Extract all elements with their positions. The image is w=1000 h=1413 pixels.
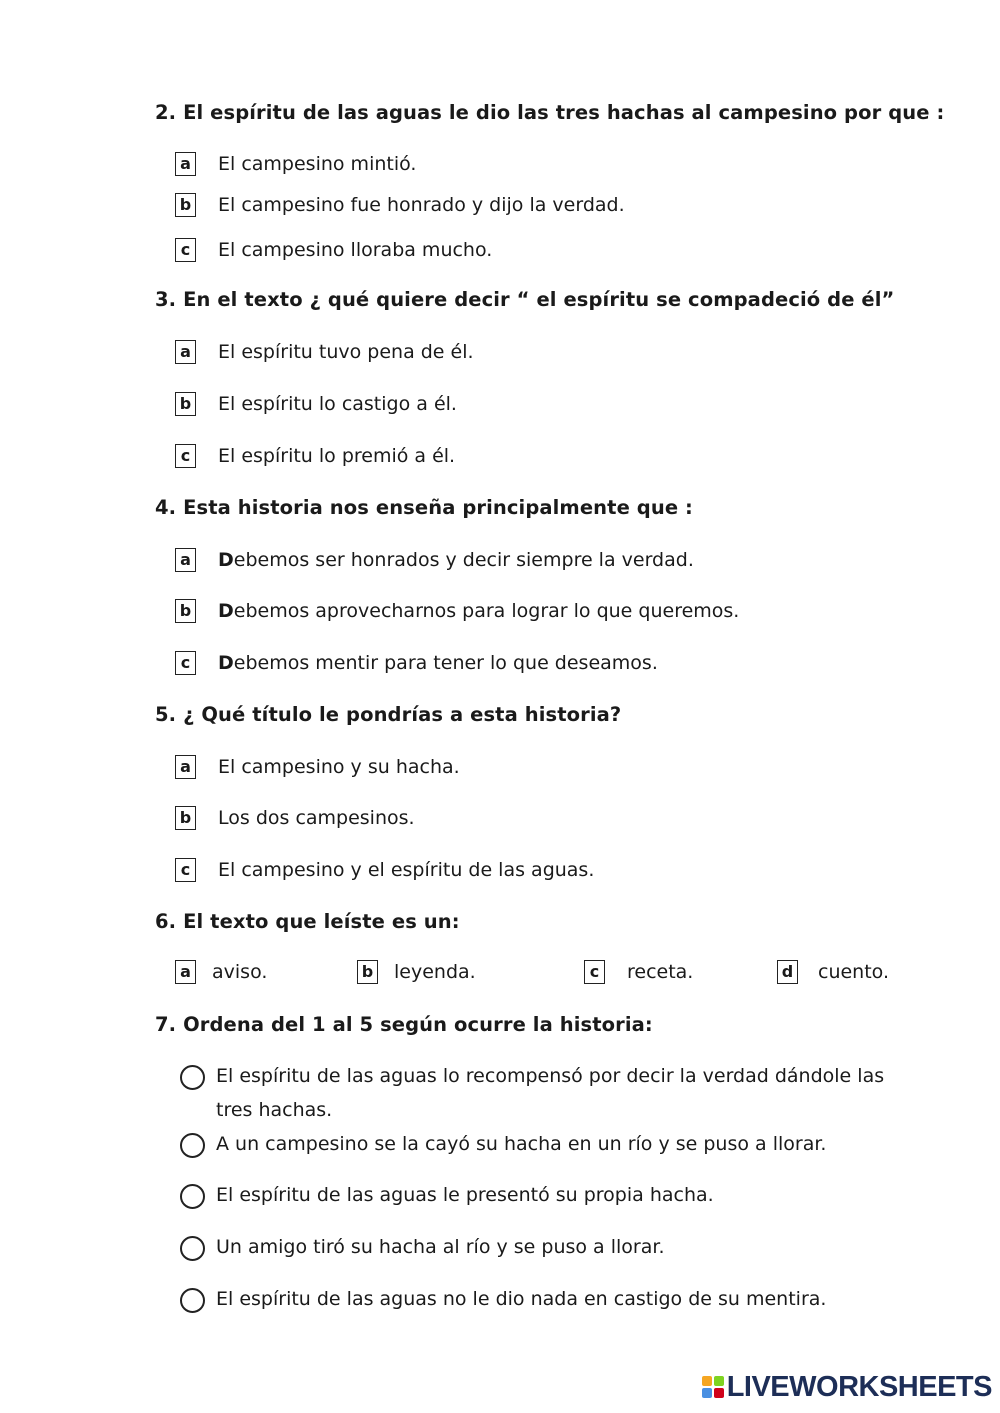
q7-item-1 bbox=[180, 1064, 916, 1127]
q4-option-b-text bbox=[218, 600, 739, 622]
q7-item-4 bbox=[180, 1235, 916, 1264]
question-4-title: 4. Esta historia nos enseña principalmente que : bbox=[155, 496, 693, 519]
q5-option-b-text: Los dos campesinos. bbox=[218, 807, 415, 829]
q6-option-b-box[interactable]: b bbox=[357, 960, 378, 984]
q3-option-b[interactable] bbox=[175, 390, 457, 418]
question-3-title: 3. En el texto ¿ qué quiere decir “ el espíritu se compadeció de él” bbox=[155, 288, 895, 311]
q6-option-a-text: aviso. bbox=[212, 961, 268, 983]
q2-option-b[interactable] bbox=[175, 191, 625, 219]
q4-option-a-text bbox=[218, 549, 694, 571]
q5-option-c[interactable] bbox=[175, 856, 594, 884]
q3-option-a-text: El espíritu tuvo pena de él. bbox=[218, 341, 474, 363]
q4-option-b-box[interactable]: b bbox=[175, 599, 196, 623]
q2-option-c-box[interactable]: c bbox=[175, 238, 196, 262]
q5-option-b-box[interactable]: b bbox=[175, 806, 196, 830]
q4-option-a-initial: D bbox=[218, 549, 234, 571]
q4-option-c-text bbox=[218, 652, 658, 674]
q3-option-a-box[interactable]: a bbox=[175, 340, 196, 364]
q6-option-b[interactable] bbox=[357, 958, 476, 986]
logo-blocks-icon bbox=[702, 1376, 724, 1398]
q2-option-c[interactable] bbox=[175, 236, 492, 264]
q4-option-c-initial: D bbox=[218, 652, 234, 674]
q7-item-3-circle[interactable] bbox=[180, 1184, 205, 1209]
q6-option-c-box[interactable]: c bbox=[584, 960, 605, 984]
q6-option-a[interactable] bbox=[175, 958, 267, 986]
q4-option-c-rest: ebemos mentir para tener lo que deseamos. bbox=[233, 652, 658, 674]
q3-option-a[interactable] bbox=[175, 338, 474, 366]
q3-option-b-text: El espíritu lo castigo a él. bbox=[218, 393, 457, 415]
q4-option-c[interactable] bbox=[175, 649, 658, 677]
question-6-title: 6. El texto que leíste es un: bbox=[155, 910, 460, 933]
q7-item-5-circle[interactable] bbox=[180, 1288, 205, 1313]
liveworksheets-logo bbox=[702, 1369, 992, 1405]
q5-option-c-text: El campesino y el espíritu de las aguas. bbox=[218, 859, 595, 881]
q7-item-5 bbox=[180, 1287, 916, 1316]
q6-option-c-text: receta. bbox=[627, 961, 694, 983]
question-7-title: 7. Ordena del 1 al 5 según ocurre la historia: bbox=[155, 1013, 653, 1036]
logo-block-3 bbox=[702, 1388, 712, 1398]
q7-item-4-circle[interactable] bbox=[180, 1236, 205, 1261]
q6-option-d-box[interactable]: d bbox=[777, 960, 798, 984]
q5-option-a[interactable] bbox=[175, 753, 460, 781]
q7-item-3-text: El espíritu de las aguas le presentó su propia hacha. bbox=[216, 1184, 714, 1206]
q3-option-b-box[interactable]: b bbox=[175, 392, 196, 416]
q5-option-b[interactable] bbox=[175, 804, 415, 832]
q2-option-a-text: El campesino mintió. bbox=[218, 153, 417, 175]
q2-option-b-text: El campesino fue honrado y dijo la verdad. bbox=[218, 194, 625, 216]
q5-option-a-text: El campesino y su hacha. bbox=[218, 756, 460, 778]
q4-option-b[interactable] bbox=[175, 597, 739, 625]
logo-block-2 bbox=[714, 1376, 724, 1386]
q4-option-a-rest: ebemos ser honrados y decir siempre la verdad. bbox=[233, 549, 694, 571]
q7-item-2-text: A un campesino se la cayó su hacha en un río y se puso a llorar. bbox=[216, 1133, 827, 1155]
q6-option-a-box[interactable]: a bbox=[175, 960, 196, 984]
q3-option-c-box[interactable]: c bbox=[175, 444, 196, 468]
q7-item-4-text: Un amigo tiró su hacha al río y se puso a llorar. bbox=[216, 1236, 665, 1258]
question-2-title: 2. El espíritu de las aguas le dio las tres hachas al campesino por que : bbox=[155, 101, 945, 124]
q7-item-3 bbox=[180, 1183, 916, 1212]
q4-option-c-box[interactable]: c bbox=[175, 651, 196, 675]
q4-option-a-box[interactable]: a bbox=[175, 548, 196, 572]
logo-block-4 bbox=[714, 1388, 724, 1398]
question-5-title: 5. ¿ Qué título le pondrías a esta historia? bbox=[155, 703, 622, 726]
q3-option-c-text: El espíritu lo premió a él. bbox=[218, 445, 456, 467]
q6-option-c[interactable] bbox=[584, 958, 693, 986]
q7-item-2-circle[interactable] bbox=[180, 1133, 205, 1158]
q2-option-b-box[interactable]: b bbox=[175, 193, 196, 217]
q6-option-d[interactable] bbox=[777, 958, 889, 986]
q6-option-d-text: cuento. bbox=[818, 961, 889, 983]
q2-option-c-text: El campesino lloraba mucho. bbox=[218, 239, 493, 261]
q3-option-c[interactable] bbox=[175, 442, 455, 470]
brand-name: LIVEWORKSHEETS bbox=[726, 1370, 992, 1403]
q7-item-5-text: El espíritu de las aguas no le dio nada en castigo de su mentira. bbox=[216, 1288, 827, 1310]
logo-block-1 bbox=[702, 1376, 712, 1386]
q4-option-b-initial: D bbox=[218, 600, 234, 622]
q5-option-a-box[interactable]: a bbox=[175, 755, 196, 779]
q5-option-c-box[interactable]: c bbox=[175, 858, 196, 882]
q7-item-2 bbox=[180, 1132, 916, 1161]
q2-option-a-box[interactable]: a bbox=[175, 152, 196, 176]
q6-option-b-text: leyenda. bbox=[394, 961, 476, 983]
q2-option-a[interactable] bbox=[175, 150, 416, 178]
q7-item-1-text: El espíritu de las aguas lo recompensó por decir la verdad dándole las tres hachas. bbox=[216, 1065, 885, 1121]
q4-option-a[interactable] bbox=[175, 546, 694, 574]
q4-option-b-rest: ebemos aprovecharnos para lograr lo que queremos. bbox=[233, 600, 740, 622]
q7-item-1-circle[interactable] bbox=[180, 1065, 205, 1090]
